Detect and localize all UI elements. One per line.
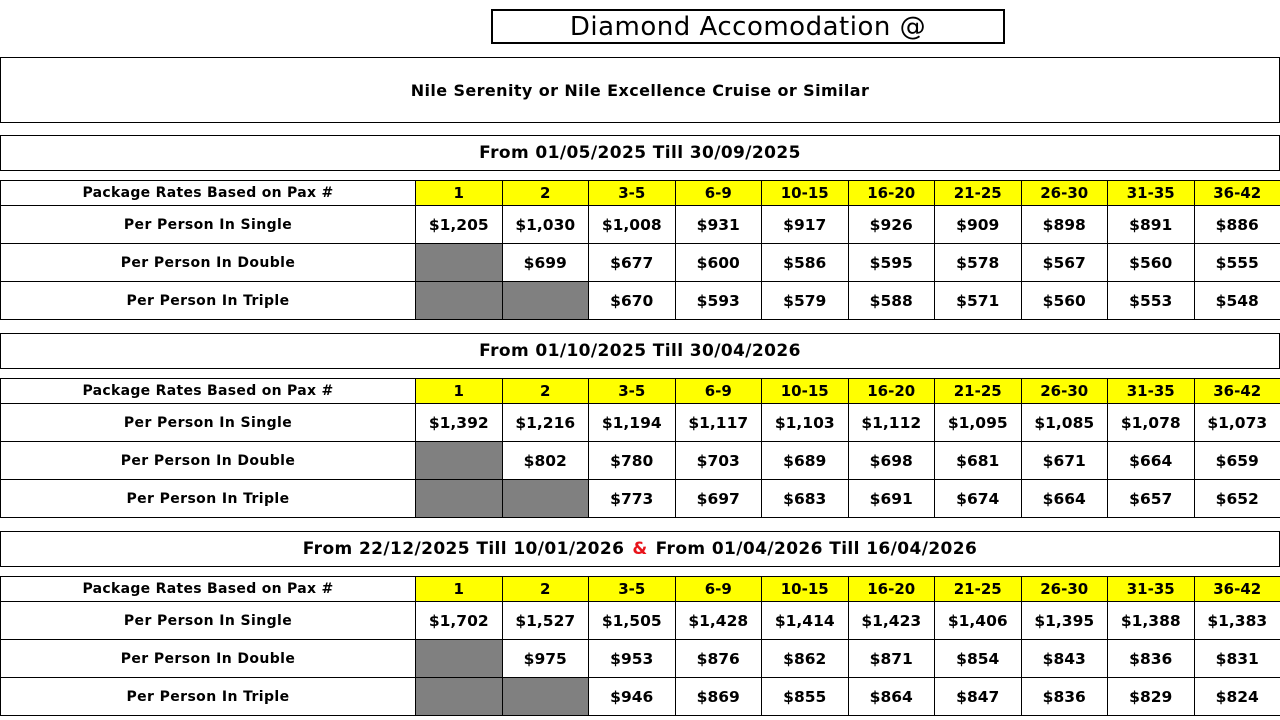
price-cell: $854	[935, 640, 1022, 678]
price-cell: $555	[1194, 244, 1280, 282]
price-cell: $909	[935, 206, 1022, 244]
period-label: From 22/12/2025 Till 10/01/2026	[302, 539, 625, 559]
price-cell: $1,395	[1021, 602, 1108, 640]
row-label: Per Person In Triple	[1, 480, 416, 518]
table-row-double	[1, 442, 1280, 480]
price-cell: $578	[935, 244, 1022, 282]
price-cell: $917	[762, 206, 849, 244]
price-cell: $780	[589, 442, 676, 480]
rates-table	[0, 378, 1280, 518]
price-cell: $824	[1194, 678, 1280, 716]
header-label: Package Rates Based on Pax #	[1, 577, 416, 602]
pax-column-header: 6-9	[675, 577, 762, 602]
price-cell: $1,112	[848, 404, 935, 442]
pax-column-header: 3-5	[589, 577, 676, 602]
price-cell: $829	[1108, 678, 1195, 716]
unavailable-cell	[502, 282, 589, 320]
pax-column-header: 36-42	[1194, 181, 1280, 206]
price-cell: $1,085	[1021, 404, 1108, 442]
price-cell: $657	[1108, 480, 1195, 518]
price-cell: $869	[675, 678, 762, 716]
unavailable-cell	[416, 480, 503, 518]
price-cell: $773	[589, 480, 676, 518]
cruise-name: Nile Serenity or Nile Excellence Cruise or Similar	[0, 57, 1280, 123]
row-label: Per Person In Single	[1, 404, 416, 442]
price-cell: $677	[589, 244, 676, 282]
table-row-double	[1, 244, 1280, 282]
price-cell: $586	[762, 244, 849, 282]
pax-column-header: 31-35	[1108, 181, 1195, 206]
price-cell: $953	[589, 640, 676, 678]
pax-column-header: 1	[416, 379, 503, 404]
unavailable-cell	[416, 640, 503, 678]
price-cell: $926	[848, 206, 935, 244]
period-title	[0, 531, 1280, 567]
price-cell: $855	[762, 678, 849, 716]
price-cell: $588	[848, 282, 935, 320]
pax-column-header: 21-25	[935, 181, 1022, 206]
price-cell: $697	[675, 480, 762, 518]
price-cell: $871	[848, 640, 935, 678]
pax-column-header: 10-15	[762, 379, 849, 404]
period-title	[0, 135, 1280, 171]
row-label: Per Person In Double	[1, 442, 416, 480]
price-cell: $691	[848, 480, 935, 518]
price-cell: $843	[1021, 640, 1108, 678]
price-cell: $864	[848, 678, 935, 716]
pax-column-header: 2	[502, 577, 589, 602]
price-cell: $1,423	[848, 602, 935, 640]
pax-column-header: 31-35	[1108, 577, 1195, 602]
price-cell: $1,073	[1194, 404, 1280, 442]
pax-column-header: 16-20	[848, 379, 935, 404]
price-cell: $1,008	[589, 206, 676, 244]
price-cell: $898	[1021, 206, 1108, 244]
price-cell: $1,194	[589, 404, 676, 442]
unavailable-cell	[416, 678, 503, 716]
table-row-single	[1, 206, 1280, 244]
price-cell: $847	[935, 678, 1022, 716]
price-cell: $1,406	[935, 602, 1022, 640]
row-label: Per Person In Triple	[1, 282, 416, 320]
table-row-triple	[1, 678, 1280, 716]
price-cell: $1,103	[762, 404, 849, 442]
price-cell: $1,505	[589, 602, 676, 640]
row-label: Per Person In Double	[1, 244, 416, 282]
price-cell: $1,078	[1108, 404, 1195, 442]
price-cell: $671	[1021, 442, 1108, 480]
price-cell: $1,205	[416, 206, 503, 244]
pax-column-header: 1	[416, 181, 503, 206]
table-row-double	[1, 640, 1280, 678]
period-label-second: From 01/04/2026 Till 16/04/2026	[655, 539, 978, 559]
price-cell: $876	[675, 640, 762, 678]
pax-column-header: 16-20	[848, 577, 935, 602]
pax-column-header: 16-20	[848, 181, 935, 206]
price-cell: $1,030	[502, 206, 589, 244]
price-cell: $931	[675, 206, 762, 244]
price-cell: $560	[1108, 244, 1195, 282]
price-cell: $975	[502, 640, 589, 678]
price-cell: $571	[935, 282, 1022, 320]
period-label: From 01/05/2025 Till 30/09/2025	[479, 143, 801, 163]
price-cell: $567	[1021, 244, 1108, 282]
pax-column-header: 2	[502, 379, 589, 404]
price-cell: $674	[935, 480, 1022, 518]
rates-table	[0, 576, 1280, 716]
unavailable-cell	[416, 442, 503, 480]
price-cell: $703	[675, 442, 762, 480]
price-cell: $579	[762, 282, 849, 320]
table-row-single	[1, 404, 1280, 442]
unavailable-cell	[502, 480, 589, 518]
price-cell: $698	[848, 442, 935, 480]
table-row-triple	[1, 282, 1280, 320]
price-cell: $1,216	[502, 404, 589, 442]
price-cell: $595	[848, 244, 935, 282]
pax-column-header: 10-15	[762, 577, 849, 602]
rates-table	[0, 180, 1280, 320]
price-cell: $946	[589, 678, 676, 716]
price-cell: $1,392	[416, 404, 503, 442]
table-row-triple	[1, 480, 1280, 518]
pax-column-header: 3-5	[589, 379, 676, 404]
price-cell: $593	[675, 282, 762, 320]
price-cell: $831	[1194, 640, 1280, 678]
row-label: Per Person In Double	[1, 640, 416, 678]
price-cell: $1,414	[762, 602, 849, 640]
price-cell: $699	[502, 244, 589, 282]
price-cell: $683	[762, 480, 849, 518]
price-cell: $681	[935, 442, 1022, 480]
pax-column-header: 10-15	[762, 181, 849, 206]
price-cell: $689	[762, 442, 849, 480]
pax-column-header: 1	[416, 577, 503, 602]
row-label: Per Person In Single	[1, 206, 416, 244]
pax-column-header: 6-9	[675, 379, 762, 404]
table-header-row	[1, 577, 1280, 602]
price-cell: $659	[1194, 442, 1280, 480]
pax-column-header: 36-42	[1194, 379, 1280, 404]
price-cell: $670	[589, 282, 676, 320]
header-label: Package Rates Based on Pax #	[1, 181, 416, 206]
pax-column-header: 26-30	[1021, 379, 1108, 404]
page-title: Diamond Accomodation @	[491, 9, 1005, 44]
pax-column-header: 26-30	[1021, 181, 1108, 206]
price-cell: $600	[675, 244, 762, 282]
price-cell: $836	[1108, 640, 1195, 678]
row-label: Per Person In Triple	[1, 678, 416, 716]
price-cell: $802	[502, 442, 589, 480]
unavailable-cell	[416, 282, 503, 320]
ampersand: &	[632, 539, 648, 559]
price-cell: $553	[1108, 282, 1195, 320]
price-cell: $1,527	[502, 602, 589, 640]
price-cell: $664	[1021, 480, 1108, 518]
pax-column-header: 36-42	[1194, 577, 1280, 602]
price-cell: $891	[1108, 206, 1195, 244]
price-cell: $1,095	[935, 404, 1022, 442]
price-cell: $1,702	[416, 602, 503, 640]
header-label: Package Rates Based on Pax #	[1, 379, 416, 404]
price-cell: $652	[1194, 480, 1280, 518]
pax-column-header: 21-25	[935, 379, 1022, 404]
price-cell: $1,428	[675, 602, 762, 640]
pax-column-header: 26-30	[1021, 577, 1108, 602]
unavailable-cell	[416, 244, 503, 282]
price-cell: $560	[1021, 282, 1108, 320]
unavailable-cell	[502, 678, 589, 716]
period-title	[0, 333, 1280, 369]
price-cell: $886	[1194, 206, 1280, 244]
pax-column-header: 6-9	[675, 181, 762, 206]
row-label: Per Person In Single	[1, 602, 416, 640]
period-label: From 01/10/2025 Till 30/04/2026	[479, 341, 801, 361]
price-cell: $1,388	[1108, 602, 1195, 640]
price-cell: $1,117	[675, 404, 762, 442]
price-cell: $548	[1194, 282, 1280, 320]
pax-column-header: 3-5	[589, 181, 676, 206]
pax-column-header: 31-35	[1108, 379, 1195, 404]
table-header-row	[1, 379, 1280, 404]
price-cell: $1,383	[1194, 602, 1280, 640]
price-cell: $836	[1021, 678, 1108, 716]
price-cell: $664	[1108, 442, 1195, 480]
table-row-single	[1, 602, 1280, 640]
pax-column-header: 21-25	[935, 577, 1022, 602]
pax-column-header: 2	[502, 181, 589, 206]
price-cell: $862	[762, 640, 849, 678]
table-header-row	[1, 181, 1280, 206]
